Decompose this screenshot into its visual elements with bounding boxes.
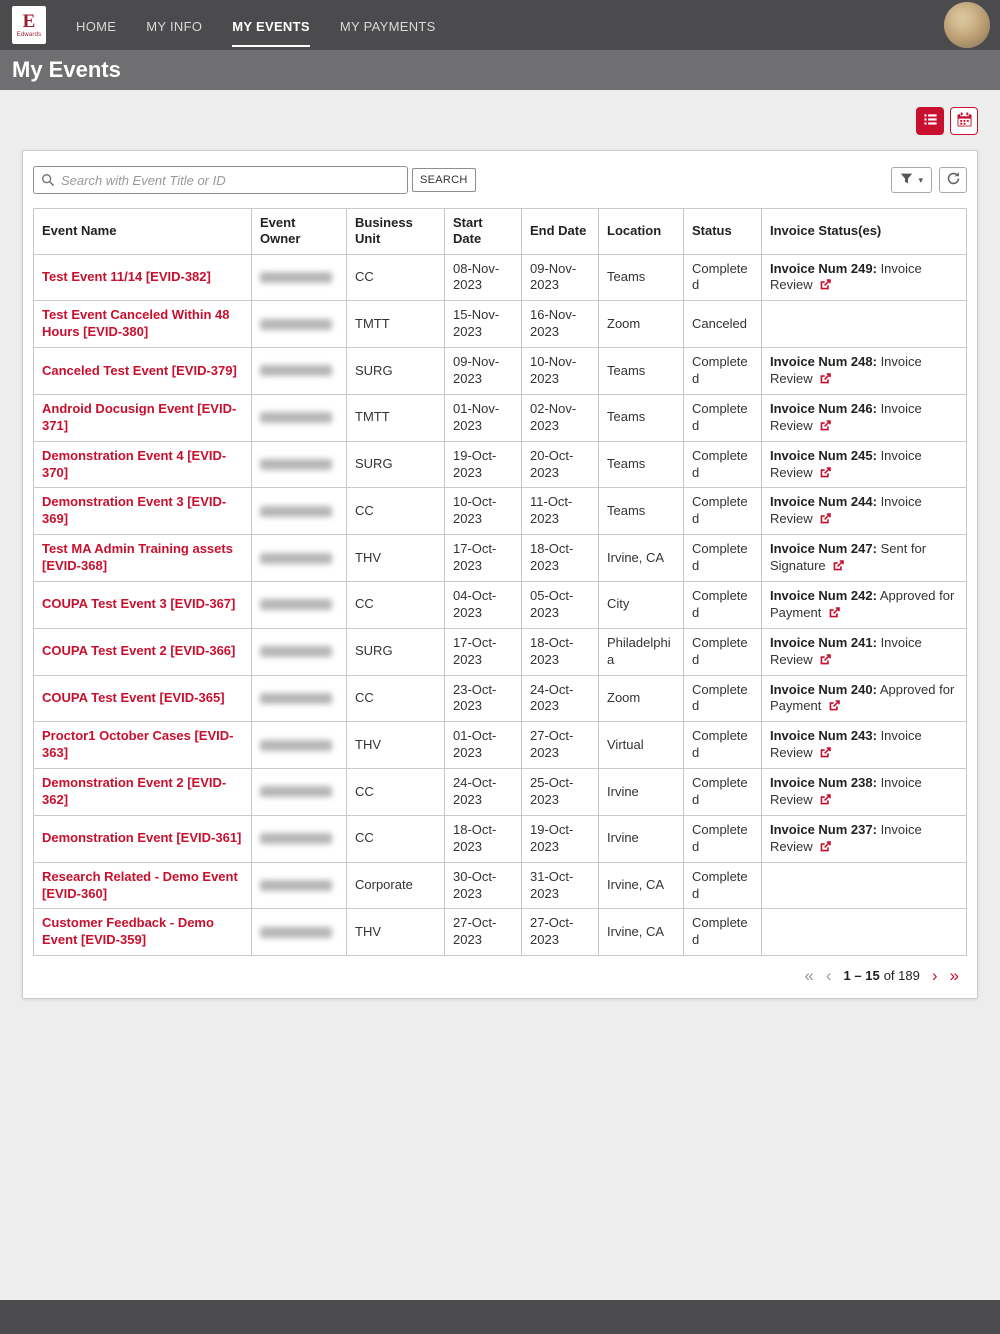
event-name-link[interactable]: Demonstration Event [EVID-361] bbox=[42, 830, 242, 846]
refresh-icon bbox=[946, 171, 961, 189]
start-date-cell: 04-Oct-2023 bbox=[445, 581, 522, 628]
location-cell: Teams bbox=[599, 254, 684, 301]
event-name-link[interactable]: Test Event Canceled Within 48 Hours [EVID-380] bbox=[42, 307, 230, 340]
end-date-cell: 02-Nov-2023 bbox=[522, 394, 599, 441]
page-title: My Events bbox=[12, 57, 121, 82]
invoice-status-cell bbox=[762, 722, 967, 769]
external-link-icon[interactable] bbox=[819, 278, 832, 291]
event-name-cell bbox=[34, 628, 252, 675]
external-link-icon[interactable] bbox=[819, 466, 832, 479]
table-header-row bbox=[34, 209, 967, 255]
chevron-down-icon: ▾ bbox=[918, 174, 923, 185]
business-unit-cell: CC bbox=[347, 488, 445, 535]
business-unit-cell: SURG bbox=[347, 628, 445, 675]
external-link-icon[interactable] bbox=[819, 372, 832, 385]
event-owner-cell bbox=[252, 348, 347, 395]
event-owner-redacted bbox=[260, 365, 332, 376]
event-name-link[interactable]: Proctor1 October Cases [EVID-363] bbox=[42, 728, 234, 761]
event-owner-redacted bbox=[260, 646, 332, 657]
event-owner-cell bbox=[252, 628, 347, 675]
start-date-cell: 15-Nov-2023 bbox=[445, 301, 522, 348]
edwards-logo-word: Edwards bbox=[16, 32, 42, 38]
external-link-icon[interactable] bbox=[819, 746, 832, 759]
table-row bbox=[34, 441, 967, 488]
col-header-status: Status bbox=[684, 209, 762, 255]
invoice-status-cell bbox=[762, 769, 967, 816]
invoice-number-label: Invoice Num 240: bbox=[770, 681, 877, 697]
status-cell: Completed bbox=[684, 909, 762, 956]
status-cell: Completed bbox=[684, 394, 762, 441]
event-owner-redacted bbox=[260, 693, 332, 704]
event-name-link[interactable]: COUPA Test Event 2 [EVID-366] bbox=[42, 643, 236, 659]
start-date-cell: 08-Nov-2023 bbox=[445, 254, 522, 301]
status-cell: Completed bbox=[684, 675, 762, 722]
status-cell: Completed bbox=[684, 628, 762, 675]
business-unit-cell: Corporate bbox=[347, 862, 445, 909]
invoice-number-label: Invoice Num 248: bbox=[770, 354, 877, 370]
pagination bbox=[33, 956, 967, 988]
start-date-cell: 09-Nov-2023 bbox=[445, 348, 522, 395]
start-date-cell: 18-Oct-2023 bbox=[445, 815, 522, 862]
event-name-link[interactable]: Demonstration Event 2 [EVID-362] bbox=[42, 775, 227, 807]
nav-items bbox=[76, 4, 436, 47]
invoice-status-text: Invoice Review bbox=[770, 728, 922, 761]
end-date-cell: 10-Nov-2023 bbox=[522, 348, 599, 395]
invoice-status-text: Invoice Review bbox=[770, 447, 922, 480]
refresh-button[interactable] bbox=[939, 167, 967, 193]
col-header-end-date: End Date bbox=[522, 209, 599, 255]
col-header-event-name: Event Name bbox=[34, 209, 252, 255]
pagination-next-button[interactable]: › bbox=[931, 966, 938, 986]
search-icon bbox=[41, 173, 55, 187]
location-cell: Teams bbox=[599, 441, 684, 488]
table-row bbox=[34, 815, 967, 862]
location-cell: Teams bbox=[599, 394, 684, 441]
filter-button[interactable] bbox=[891, 167, 932, 193]
event-name-cell bbox=[34, 254, 252, 301]
start-date-cell: 24-Oct-2023 bbox=[445, 769, 522, 816]
event-name-cell bbox=[34, 815, 252, 862]
col-header-start-date: Start Date bbox=[445, 209, 522, 255]
invoice-status-text: Invoice Review bbox=[770, 260, 922, 293]
event-name-link[interactable]: COUPA Test Event [EVID-365] bbox=[42, 689, 225, 705]
end-date-cell: 27-Oct-2023 bbox=[522, 909, 599, 956]
invoice-number-label: Invoice Num 242: bbox=[770, 587, 877, 603]
status-cell: Completed bbox=[684, 769, 762, 816]
event-name-link[interactable]: Demonstration Event 4 [EVID-370] bbox=[42, 447, 227, 480]
location-cell: Irvine bbox=[599, 769, 684, 816]
status-cell: Completed bbox=[684, 862, 762, 909]
end-date-cell: 25-Oct-2023 bbox=[522, 769, 599, 816]
external-link-icon[interactable] bbox=[819, 840, 832, 853]
calendar-view-icon bbox=[957, 112, 972, 130]
invoice-status-cell bbox=[762, 628, 967, 675]
end-date-cell: 20-Oct-2023 bbox=[522, 441, 599, 488]
external-link-icon[interactable] bbox=[828, 699, 841, 712]
status-cell: Completed bbox=[684, 581, 762, 628]
event-owner-redacted bbox=[260, 786, 332, 797]
location-cell: Teams bbox=[599, 488, 684, 535]
table-row bbox=[34, 722, 967, 769]
event-owner-redacted bbox=[260, 599, 332, 610]
event-owner-cell bbox=[252, 441, 347, 488]
col-header-event-owner: Event Owner bbox=[252, 209, 347, 255]
event-name-link[interactable]: Test Event 11/14 [EVID-382] bbox=[42, 268, 211, 284]
user-avatar[interactable] bbox=[944, 2, 990, 48]
table-row bbox=[34, 675, 967, 722]
business-unit-cell: CC bbox=[347, 254, 445, 301]
table-row bbox=[34, 488, 967, 535]
start-date-cell: 19-Oct-2023 bbox=[445, 441, 522, 488]
invoice-status-cell bbox=[762, 394, 967, 441]
invoice-number-label: Invoice Num 249: bbox=[770, 260, 877, 276]
filter-icon bbox=[900, 172, 913, 188]
event-owner-cell bbox=[252, 909, 347, 956]
invoice-status-cell bbox=[762, 675, 967, 722]
business-unit-cell: THV bbox=[347, 722, 445, 769]
event-name-cell bbox=[34, 722, 252, 769]
invoice-number-label: Invoice Num 238: bbox=[770, 775, 877, 791]
search-field-wrap bbox=[33, 166, 408, 194]
event-owner-cell bbox=[252, 675, 347, 722]
start-date-cell: 27-Oct-2023 bbox=[445, 909, 522, 956]
invoice-status-text: Approved for Payment bbox=[770, 587, 955, 620]
start-date-cell: 01-Oct-2023 bbox=[445, 722, 522, 769]
page-header bbox=[0, 50, 1000, 90]
event-owner-redacted bbox=[260, 506, 332, 517]
event-name-cell bbox=[34, 348, 252, 395]
business-unit-cell: SURG bbox=[347, 441, 445, 488]
event-owner-cell bbox=[252, 722, 347, 769]
search-button[interactable]: SEARCH bbox=[412, 168, 476, 192]
events-table-body bbox=[34, 254, 967, 956]
list-view-button[interactable] bbox=[916, 107, 944, 135]
event-name-cell bbox=[34, 862, 252, 909]
event-owner-redacted bbox=[260, 319, 332, 330]
location-cell: Zoom bbox=[599, 301, 684, 348]
status-cell: Completed bbox=[684, 254, 762, 301]
business-unit-cell: TMTT bbox=[347, 394, 445, 441]
search-input[interactable] bbox=[33, 166, 408, 194]
pagination-range: 1 – 15 bbox=[843, 968, 880, 984]
invoice-status-cell bbox=[762, 348, 967, 395]
event-name-link[interactable]: Canceled Test Event [EVID-379] bbox=[42, 362, 237, 378]
invoice-status-text: Invoice Review bbox=[770, 400, 922, 433]
table-row bbox=[34, 535, 967, 582]
event-owner-cell bbox=[252, 394, 347, 441]
location-cell: Teams bbox=[599, 348, 684, 395]
event-owner-redacted bbox=[260, 272, 332, 283]
top-navbar bbox=[0, 0, 1000, 50]
calendar-view-button[interactable] bbox=[950, 107, 978, 135]
col-header-business-unit: Business Unit bbox=[347, 209, 445, 255]
end-date-cell: 18-Oct-2023 bbox=[522, 628, 599, 675]
nav-item-my-events[interactable]: MY EVENTS bbox=[232, 4, 310, 47]
invoice-status-text: Invoice Review bbox=[770, 821, 922, 854]
event-name-link[interactable]: Android Docusign Event [EVID-371] bbox=[42, 400, 237, 433]
end-date-cell: 05-Oct-2023 bbox=[522, 581, 599, 628]
business-unit-cell: THV bbox=[347, 535, 445, 582]
invoice-status-text: Invoice Review bbox=[770, 775, 922, 807]
invoice-status-text: Invoice Review bbox=[770, 494, 922, 527]
event-name-link[interactable]: COUPA Test Event 3 [EVID-367] bbox=[42, 596, 236, 612]
invoice-number-label: Invoice Num 246: bbox=[770, 400, 877, 416]
event-name-cell bbox=[34, 441, 252, 488]
event-name-cell bbox=[34, 301, 252, 348]
event-owner-cell bbox=[252, 581, 347, 628]
business-unit-cell: CC bbox=[347, 815, 445, 862]
pagination-first-button[interactable]: « bbox=[804, 966, 814, 986]
end-date-cell: 27-Oct-2023 bbox=[522, 722, 599, 769]
end-date-cell: 09-Nov-2023 bbox=[522, 254, 599, 301]
pagination-total: of 189 bbox=[883, 968, 920, 984]
view-toggle-group bbox=[22, 107, 978, 135]
event-name-link[interactable]: Demonstration Event 3 [EVID-369] bbox=[42, 494, 227, 527]
invoice-status-cell bbox=[762, 254, 967, 301]
event-name-cell bbox=[34, 488, 252, 535]
event-name-link[interactable]: Research Related - Demo Event [EVID-360] bbox=[42, 868, 238, 901]
invoice-status-text: Approved for Payment bbox=[770, 681, 955, 714]
table-row bbox=[34, 394, 967, 441]
page-footer bbox=[0, 1300, 1000, 1334]
invoice-status-cell bbox=[762, 488, 967, 535]
invoice-status-cell bbox=[762, 581, 967, 628]
end-date-cell: 24-Oct-2023 bbox=[522, 675, 599, 722]
external-link-icon[interactable] bbox=[819, 793, 832, 806]
status-cell: Completed bbox=[684, 722, 762, 769]
table-row bbox=[34, 581, 967, 628]
events-table bbox=[33, 208, 967, 956]
invoice-number-label: Invoice Num 237: bbox=[770, 821, 877, 837]
event-owner-redacted bbox=[260, 833, 332, 844]
invoice-status-cell bbox=[762, 301, 967, 348]
event-owner-redacted bbox=[260, 927, 332, 938]
start-date-cell: 17-Oct-2023 bbox=[445, 628, 522, 675]
pagination-prev-button[interactable]: ‹ bbox=[825, 966, 832, 986]
event-name-cell bbox=[34, 394, 252, 441]
location-cell: Irvine, CA bbox=[599, 909, 684, 956]
status-cell: Completed bbox=[684, 535, 762, 582]
status-cell: Completed bbox=[684, 488, 762, 535]
location-cell: Irvine bbox=[599, 815, 684, 862]
pagination-label bbox=[844, 968, 920, 983]
edwards-logo-initial: E bbox=[22, 11, 36, 32]
col-header-location: Location bbox=[599, 209, 684, 255]
end-date-cell: 18-Oct-2023 bbox=[522, 535, 599, 582]
status-cell: Completed bbox=[684, 441, 762, 488]
event-owner-cell bbox=[252, 254, 347, 301]
business-unit-cell: THV bbox=[347, 909, 445, 956]
status-cell: Canceled bbox=[684, 301, 762, 348]
invoice-status-text: Invoice Review bbox=[770, 354, 922, 386]
start-date-cell: 17-Oct-2023 bbox=[445, 535, 522, 582]
location-cell: Irvine, CA bbox=[599, 862, 684, 909]
end-date-cell: 19-Oct-2023 bbox=[522, 815, 599, 862]
event-owner-cell bbox=[252, 862, 347, 909]
start-date-cell: 01-Nov-2023 bbox=[445, 394, 522, 441]
location-cell: Zoom bbox=[599, 675, 684, 722]
start-date-cell: 23-Oct-2023 bbox=[445, 675, 522, 722]
col-header-invoice-statuses: Invoice Status(es) bbox=[762, 209, 967, 255]
invoice-status-cell bbox=[762, 441, 967, 488]
table-row bbox=[34, 909, 967, 956]
pagination-last-button[interactable]: » bbox=[949, 966, 959, 986]
event-owner-cell bbox=[252, 488, 347, 535]
table-row bbox=[34, 301, 967, 348]
invoice-number-label: Invoice Num 245: bbox=[770, 447, 877, 463]
table-toolbar bbox=[33, 166, 967, 194]
table-row bbox=[34, 862, 967, 909]
external-link-icon[interactable] bbox=[819, 419, 832, 432]
location-cell: Virtual bbox=[599, 722, 684, 769]
event-owner-redacted bbox=[260, 459, 332, 470]
invoice-status-cell bbox=[762, 535, 967, 582]
invoice-status-cell bbox=[762, 815, 967, 862]
invoice-number-label: Invoice Num 241: bbox=[770, 634, 877, 650]
event-owner-redacted bbox=[260, 553, 332, 564]
business-unit-cell: SURG bbox=[347, 348, 445, 395]
nav-item-my-payments[interactable]: MY PAYMENTS bbox=[339, 18, 436, 34]
nav-item-my-info[interactable]: MY INFO bbox=[146, 18, 203, 34]
events-panel bbox=[22, 150, 978, 999]
event-owner-redacted bbox=[260, 880, 332, 891]
business-unit-cell: CC bbox=[347, 675, 445, 722]
invoice-number-label: Invoice Num 243: bbox=[770, 728, 877, 744]
invoice-status-cell bbox=[762, 862, 967, 909]
event-name-cell bbox=[34, 675, 252, 722]
edwards-logo[interactable] bbox=[12, 6, 46, 44]
invoice-number-label: Invoice Num 247: bbox=[770, 541, 877, 557]
event-owner-cell bbox=[252, 535, 347, 582]
invoice-status-text: Invoice Review bbox=[770, 634, 922, 667]
event-owner-cell bbox=[252, 769, 347, 816]
status-cell: Completed bbox=[684, 348, 762, 395]
external-link-icon[interactable] bbox=[819, 512, 832, 525]
table-row bbox=[34, 628, 967, 675]
start-date-cell: 10-Oct-2023 bbox=[445, 488, 522, 535]
business-unit-cell: TMTT bbox=[347, 301, 445, 348]
event-name-cell bbox=[34, 535, 252, 582]
end-date-cell: 16-Nov-2023 bbox=[522, 301, 599, 348]
location-cell: Irvine, CA bbox=[599, 535, 684, 582]
event-owner-cell bbox=[252, 301, 347, 348]
location-cell: Philadelphia bbox=[599, 628, 684, 675]
business-unit-cell: CC bbox=[347, 581, 445, 628]
event-name-cell bbox=[34, 769, 252, 816]
table-row bbox=[34, 769, 967, 816]
event-name-link[interactable]: Customer Feedback - Demo Event [EVID-359] bbox=[42, 915, 214, 948]
event-name-cell bbox=[34, 581, 252, 628]
start-date-cell: 30-Oct-2023 bbox=[445, 862, 522, 909]
table-row bbox=[34, 254, 967, 301]
event-owner-redacted bbox=[260, 412, 332, 423]
event-owner-cell bbox=[252, 815, 347, 862]
status-cell: Completed bbox=[684, 815, 762, 862]
event-name-link[interactable]: Test MA Admin Training assets [EVID-368] bbox=[42, 541, 233, 574]
invoice-status-text: Sent for Signature bbox=[770, 541, 927, 574]
nav-item-home[interactable]: HOME bbox=[76, 18, 117, 34]
end-date-cell: 11-Oct-2023 bbox=[522, 488, 599, 535]
invoice-status-cell bbox=[762, 909, 967, 956]
end-date-cell: 31-Oct-2023 bbox=[522, 862, 599, 909]
external-link-icon[interactable] bbox=[828, 606, 841, 619]
table-row bbox=[34, 348, 967, 395]
event-owner-redacted bbox=[260, 740, 332, 751]
location-cell: City bbox=[599, 581, 684, 628]
user-avatar-image bbox=[944, 2, 990, 48]
external-link-icon[interactable] bbox=[832, 559, 845, 572]
list-view-icon bbox=[923, 112, 938, 130]
external-link-icon[interactable] bbox=[819, 653, 832, 666]
invoice-number-label: Invoice Num 244: bbox=[770, 494, 877, 510]
business-unit-cell: CC bbox=[347, 769, 445, 816]
event-name-cell bbox=[34, 909, 252, 956]
